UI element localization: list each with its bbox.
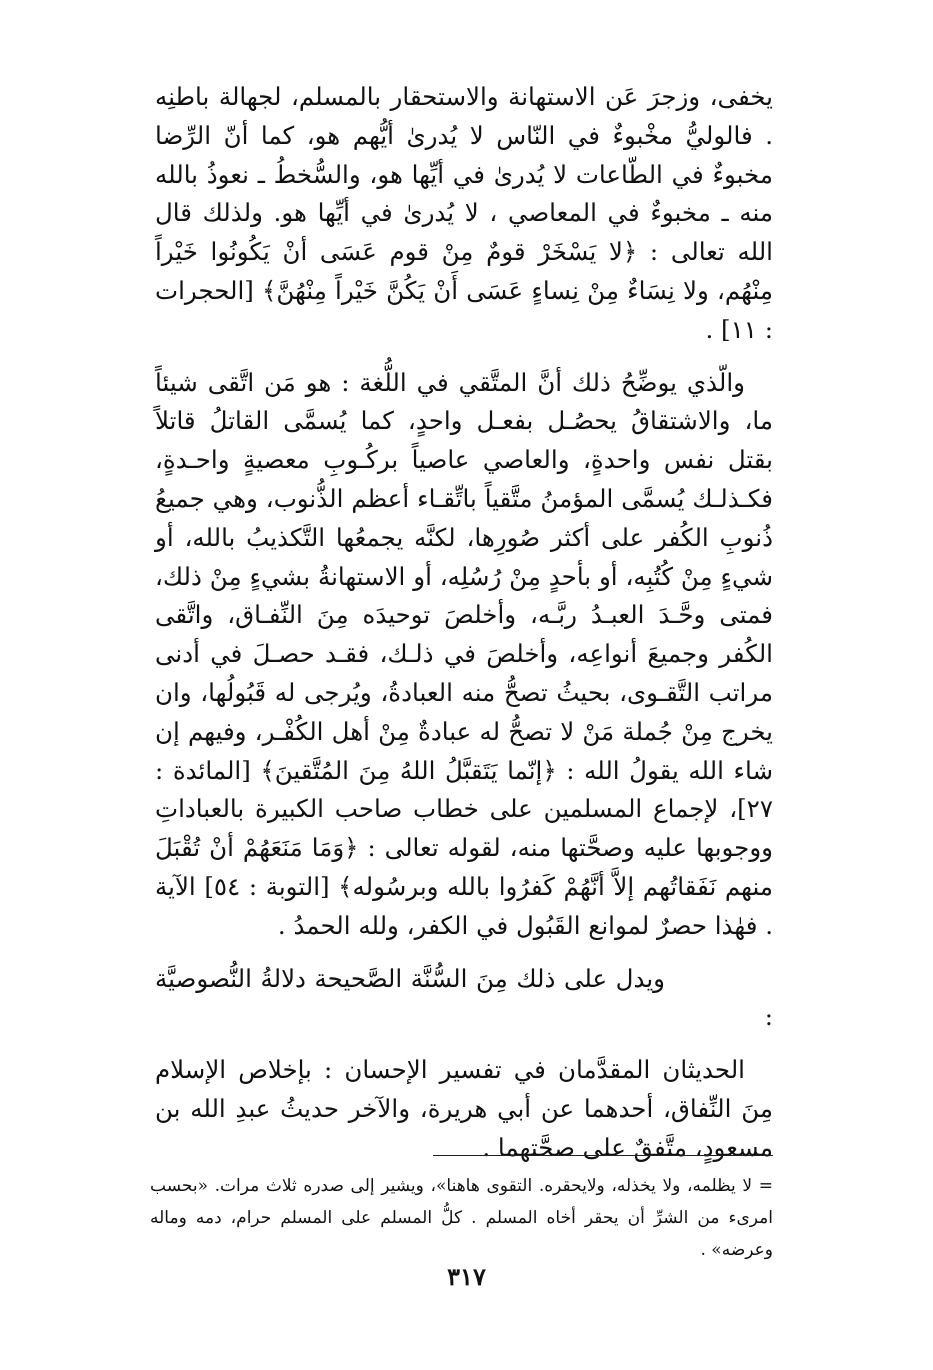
page-number: ٣١٧ — [447, 1262, 486, 1291]
footnote-divider — [433, 1155, 773, 1156]
footnote-section — [150, 1170, 773, 1266]
footnote-text: = لا يظلمه، ولا يخذله، ولايحقره. التقوى هاهنا»، ويشير إلى صدره ثلاث مرات. «بحسب امرىء من الشرِّ أن يحقر أخاه المسلم . كلُّ المسلم على المسلم حرام، دمه وماله وعرضه» . — [150, 1176, 773, 1260]
paragraph-sunnah-evidence-heading: ويدل على ذلك مِنَ السُّنَّة الصَّحيحة دلالةُ النُّصوصيَّة : — [155, 963, 773, 1032]
paragraph-two-hadiths: الحديثان المقدَّمان في تفسير الإحسان : بإخلاص الإسلام مِنَ النِّفاق، أحدهما عن أبي هريرة، والآخر حديثُ عبدِ الله بن مسعودٍ، متَّفقٌ على صحَّتهما . — [155, 1055, 773, 1162]
main-text-body — [155, 78, 773, 1168]
paragraph-continuation: يخفى، وزجرَ عَن الاستهانة والاستحقار بالمسلم، لجهالة باطنِه . فالوليُّ مخْبوءٌ في النّاس لا يُدرىٰ أيُّهم هو، كما أنّ الرِّضا مخبوءٌ في الطّاعات لا يُدرىٰ في أيِّها هو، والسُّخطُ ـ نعوذُ بالله منه ـ مخبوءٌ في المعاصي ، لا يُدرىٰ في أيِّها هو. ولذلك قال الله تعالى : ﴿لا يَسْخَرْ قومٌ مِنْ قوم عَسَى أنْ يَكُونُوا خَيْراً مِنْهُم، ولا نِسَاءٌ مِنْ نِساءٍ عَسَى أَنْ يَكُنَّ خَيْراً مِنْهُنَّ﴾ [الحجرات : ١١] . — [155, 82, 773, 344]
paragraph-taqwa-definition: والّذي يوضِّحُ ذلك أنَّ المتَّقي في اللُّغة : هو مَن اتَّقى شيئاً ما، والاشتقاقُ يحصُـل بفعـل واحدٍ، كما يُسمَّى القاتلُ قاتلاً بقتل نفس واحدةٍ، والعاصي عاصياً بركُـوبِ معصيةٍ واحـدةٍ، فكـذلـك يُسمَّى المؤمنُ متَّقياً باتِّقـاء أعظم الذُّنوب، وهي جميعُ ذُنوبِ الكُفر على أكثر صُورِها، لكنَّه يجمعُها التَّكذيبُ بالله، أو شيءٍ مِنْ كُتُبِه، أو بأحدٍ مِنْ رُسُلِه، أو الاستهانةُ بشيءٍ مِنْ ذلك، فمتى وحَّـدَ العبـدُ ربَّـه، وأخلصَ توحيدَه مِنَ النِّفـاق، واتَّقى الكُفر وجميعَ أنواعِه، وأخلصَ في ذلـك، فقـد حصـلَ في أدنى مراتب التَّقـوى، بحيثُ تصحُّ منه العبادةُ، ويُرجى له قَبُولُها، وان يخرج مِنْ جُملة مَنْ لا تصحُّ له عبادةٌ مِنْ أهل الكُفْـر، وفيهم إن شاء الله يقولُ الله : ﴿إنّما يَتَقبَّلُ اللهُ مِنَ المُتَّقينَ﴾ [المائدة : ٢٧]، لإجماع المسلمين على خطاب صاحب الكبيرة بالعباداتِ ووجوبها عليه وصحَّتها منه، لقوله تعالى : ﴿وَمَا مَنَعَهُمْ أنْ تُقْبَلَ منهم نَفَقاتُهم إلاَّ أنَّهُمْ كَفرُوا بالله وبرسُوله﴾ [التوبة : ٥٤] الآية . فهٰذا حصرٌ لموانع القَبُول في الكفر، ولله الحمدُ . — [155, 367, 773, 940]
